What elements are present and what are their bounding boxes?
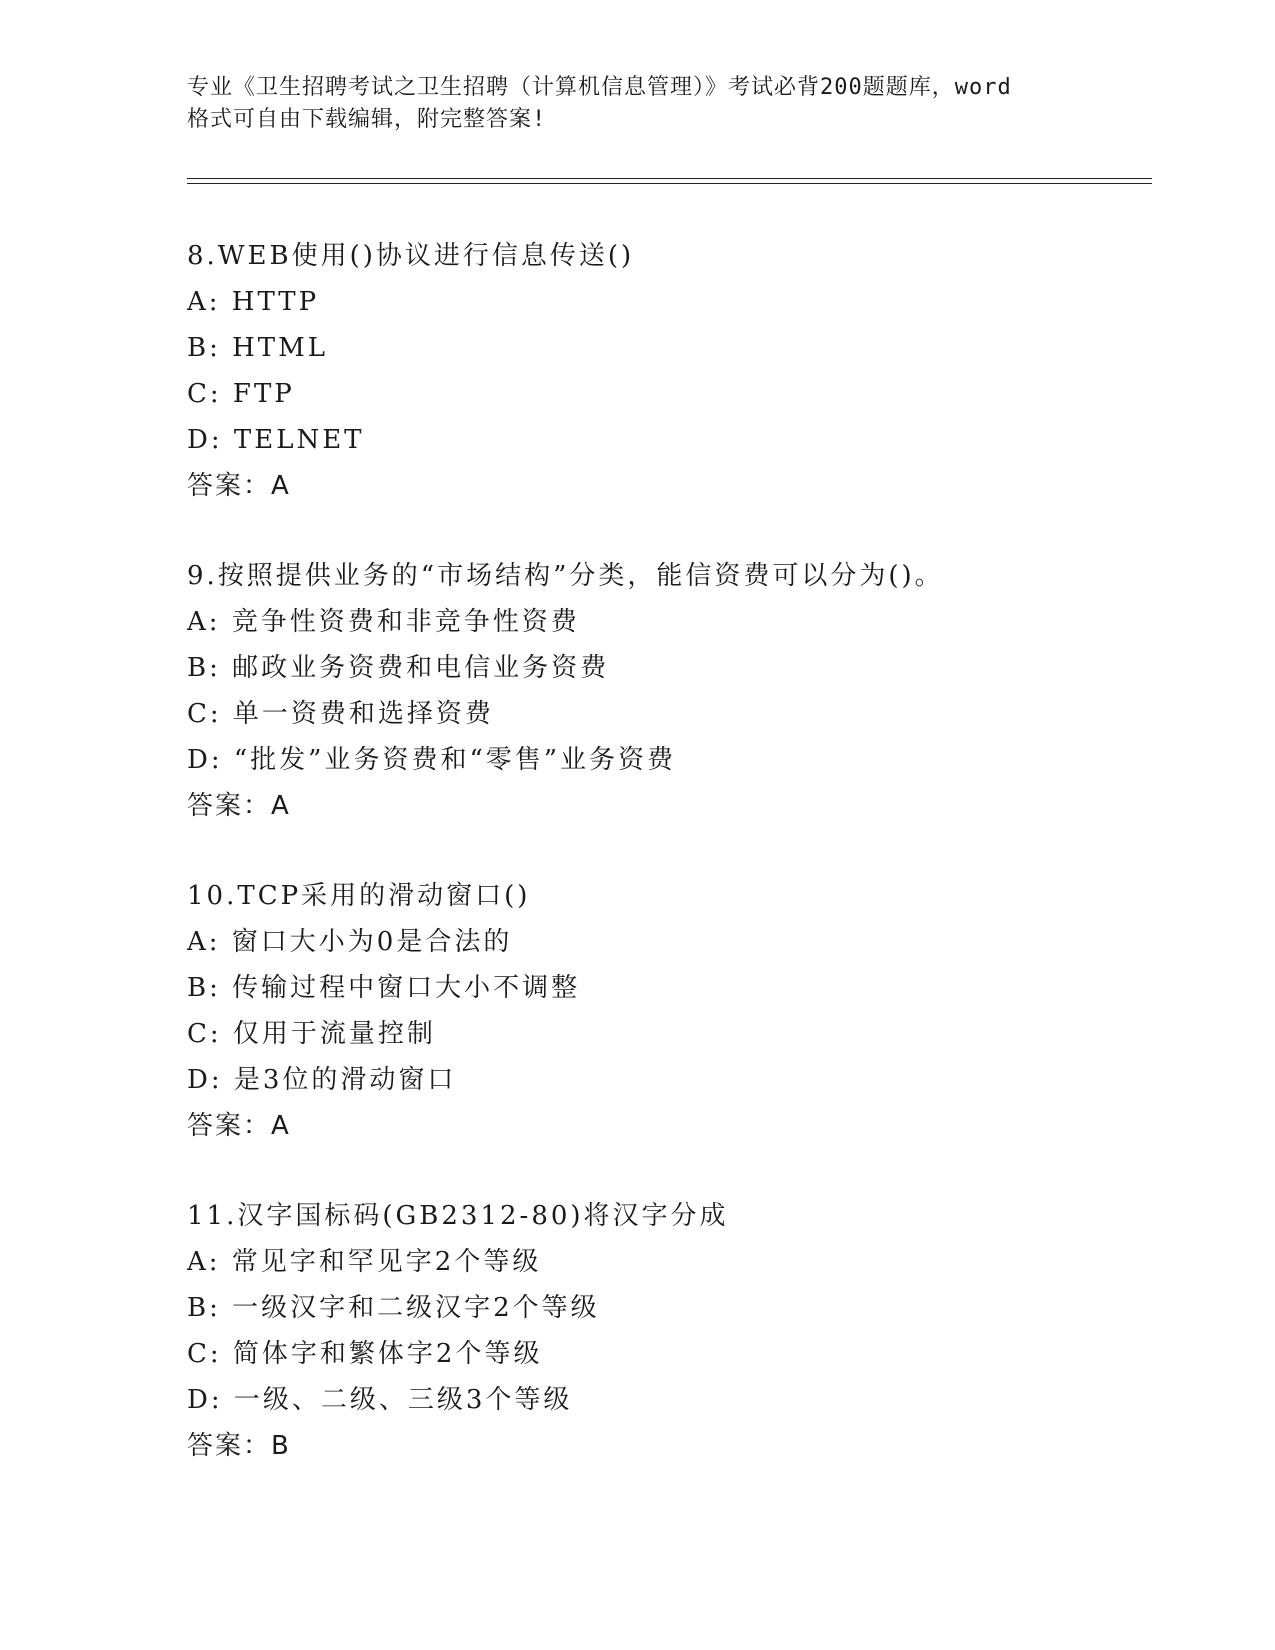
question-9 [187, 553, 1147, 829]
option-d: D: TELNET [187, 425, 365, 455]
option-d: D: “批发”业务资费和“零售”业务资费 [187, 745, 677, 775]
answer-line: 答案：A [187, 471, 291, 501]
answer-line: 答案：A [187, 791, 291, 821]
option-c: C: 单一资费和选择资费 [187, 699, 494, 729]
header-divider-top [187, 178, 1152, 179]
option-a: A: 窗口大小为0是合法的 [187, 927, 513, 957]
option-d: D: 一级、二级、三级3个等级 [187, 1385, 573, 1415]
option-a: A: HTTP [187, 287, 320, 317]
option-b: B: 一级汉字和二级汉字2个等级 [187, 1293, 600, 1323]
answer-line: 答案：B [187, 1431, 291, 1461]
document-header [187, 72, 1087, 136]
question-stem: 9.按照提供业务的“市场结构”分类，能信资费可以分为()。 [187, 561, 944, 591]
option-a: A: 竞争性资费和非竞争性资费 [187, 607, 580, 637]
header-divider-bottom [187, 183, 1152, 184]
question-8 [187, 233, 1147, 509]
question-11 [187, 1193, 1147, 1469]
option-c: C: 仅用于流量控制 [187, 1019, 436, 1049]
question-stem: 11.汉字国标码(GB2312-80)将汉字分成 [187, 1201, 729, 1231]
option-a: A: 常见字和罕见字2个等级 [187, 1247, 542, 1277]
answer-line: 答案：A [187, 1111, 291, 1141]
question-10 [187, 873, 1147, 1149]
option-b: B: 邮政业务资费和电信业务资费 [187, 653, 610, 683]
option-c: C: FTP [187, 379, 295, 409]
question-stem: 10.TCP采用的滑动窗口() [187, 881, 531, 911]
option-c: C: 简体字和繁体字2个等级 [187, 1339, 543, 1369]
option-b: B: 传输过程中窗口大小不调整 [187, 973, 581, 1003]
option-b: B: HTML [187, 333, 329, 363]
option-d: D: 是3位的滑动窗口 [187, 1065, 457, 1095]
header-line-1: 专业《卫生招聘考试之卫生招聘（计算机信息管理）》考试必背200题题库，word [187, 75, 1012, 100]
question-stem: 8.WEB使用()协议进行信息传送() [187, 241, 635, 271]
header-line-2: 格式可自由下载编辑，附完整答案! [187, 107, 547, 132]
